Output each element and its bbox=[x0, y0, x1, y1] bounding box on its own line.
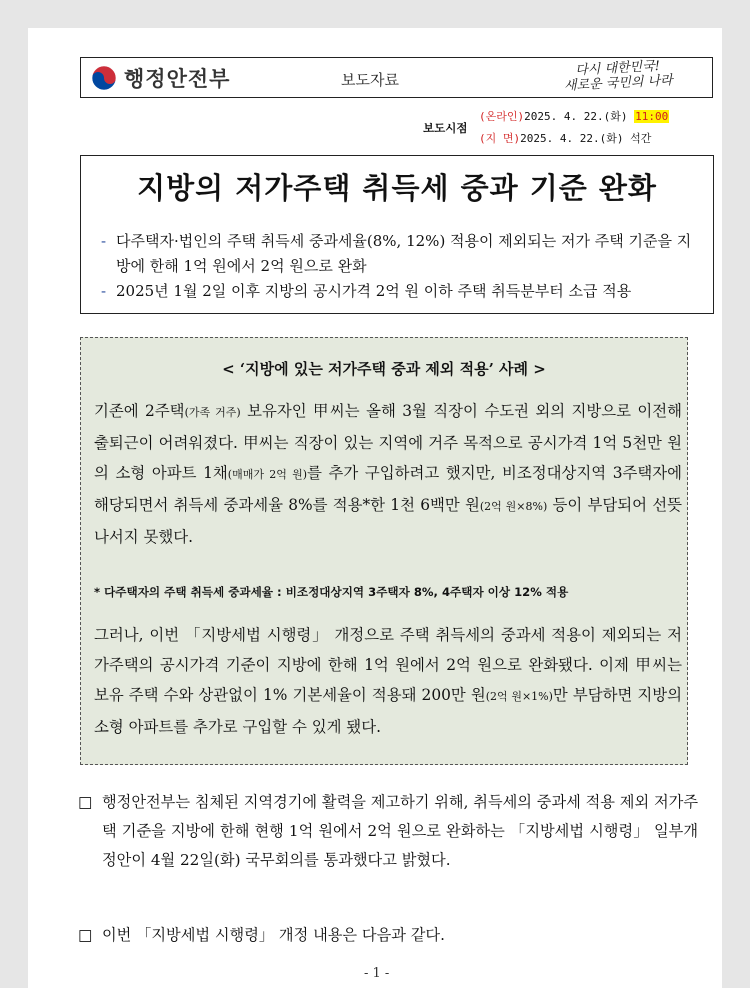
release-paper-row bbox=[479, 130, 651, 146]
document-header bbox=[80, 57, 713, 98]
headline-subpoints bbox=[101, 229, 701, 304]
slogan bbox=[527, 56, 708, 95]
paper-date: 2025. 4. 22.(화) bbox=[520, 132, 624, 145]
online-label: (온라인) bbox=[479, 110, 525, 123]
slogan-line-1: 다시 대한민국! bbox=[574, 58, 661, 79]
ministry-logo bbox=[91, 64, 230, 92]
case-paragraph-1 bbox=[94, 396, 682, 552]
case-text: 를 추가 구입하려고 했지만, 비조정대상지역 3주택자에 해당되면서 취득세 중과세율 8%를 적용*한 1천 6백만 원 bbox=[94, 464, 682, 514]
body-paragraph-2 bbox=[78, 921, 698, 950]
headline-title: 지방의 저가주택 취득세 중과 기준 완화 bbox=[137, 171, 657, 205]
paper-label: (지 면) bbox=[479, 132, 521, 145]
online-time: 11:00 bbox=[635, 110, 669, 123]
case-text: 등이 부담되어 선뜻 나서지 못했다. bbox=[94, 496, 682, 546]
document-page bbox=[28, 28, 722, 988]
case-text: 만 부담하면 지방의 소형 아파트를 추가로 구입할 수 있게 됐다. bbox=[94, 686, 683, 736]
document-type: 보도자료 bbox=[341, 71, 399, 89]
case-example-box bbox=[80, 337, 688, 765]
headline-subpoint bbox=[101, 229, 701, 279]
case-note-inline: (매매가 2억 원) bbox=[227, 468, 308, 481]
subpoint-text: 다주택자·법인의 주택 취득세 중과세율(8%, 12%) 적용이 제외되는 저가 주택 기준을 지방에 한해 1억 원에서 2억 원으로 완화 bbox=[116, 232, 692, 275]
square-bullet-icon: □ bbox=[78, 926, 93, 944]
subpoint-text: 2025년 1월 2일 이후 지방의 공시가격 2억 원 이하 주택 취득분부터 소급 적용 bbox=[116, 282, 632, 300]
slogan-line-2: 새로운 국민의 나라 bbox=[563, 73, 674, 94]
body-text: 이번 「지방세법 시행령」 개정 내용은 다음과 같다. bbox=[102, 926, 445, 944]
body-paragraph-1 bbox=[78, 788, 698, 875]
case-note-inline: (2억 원×1%) bbox=[485, 690, 553, 703]
square-bullet-icon: □ bbox=[78, 793, 93, 811]
case-footnote: * 다주택자의 주택 취득세 중과세율 : 비조정대상지역 3주택자 8%, 4주택자 이상 12% 적용 bbox=[94, 585, 569, 599]
dash-bullet: - bbox=[101, 282, 107, 300]
ministry-name: 행정안전부 bbox=[124, 67, 231, 91]
case-note-inline: (2억 원×8%) bbox=[479, 500, 548, 513]
case-title: < ‘지방에 있는 저가주택 중과 제외 적용’ 사례 > bbox=[222, 360, 546, 378]
paper-edition: 석간 bbox=[630, 132, 652, 145]
korea-emblem-icon bbox=[91, 65, 117, 91]
case-text: 그러나, 이번 「지방세법 시행령」 개정으로 주택 취득세의 중과세 적용이 제외되는 저가주택의 공시가격 기준이 지방에 한해 1억 원에서 2억 원으로 완화됐다. 이제 甲씨는 보유 주택 수와 상관없이 1% 기본세율이 적용돼 200만 원 bbox=[94, 626, 682, 704]
case-text: 기존에 2주택 bbox=[94, 402, 185, 420]
online-date: 2025. 4. 22.(화) bbox=[524, 110, 628, 123]
release-online-row bbox=[479, 108, 669, 124]
page-number: - 1 - bbox=[364, 966, 390, 981]
case-paragraph-2 bbox=[94, 620, 682, 742]
case-text: 보유자인 甲씨는 올해 3월 직장이 수도권 외의 지방으로 이전해 출퇴근이 어려워졌다. 甲씨는 직장이 있는 지역에 거주 목적으로 공시가격 1억 5천만 원의 소형 아파트 1채 bbox=[94, 402, 683, 482]
case-note-inline: (가족 거주) bbox=[184, 406, 241, 419]
dash-bullet: - bbox=[101, 232, 107, 250]
headline-box bbox=[80, 155, 714, 314]
headline-subpoint bbox=[101, 279, 701, 304]
release-label: 보도시점 bbox=[423, 121, 468, 135]
body-text: 행정안전부는 침체된 지역경기에 활력을 제고하기 위해, 취득세의 중과세 적용 제외 저가주택 기준을 지방에 한해 현행 1억 원에서 2억 원으로 완화하는 「지방세법 시행령」 일부개정안이 4월 22일(화) 국무회의를 통과했다고 밝혔다. bbox=[102, 793, 698, 869]
